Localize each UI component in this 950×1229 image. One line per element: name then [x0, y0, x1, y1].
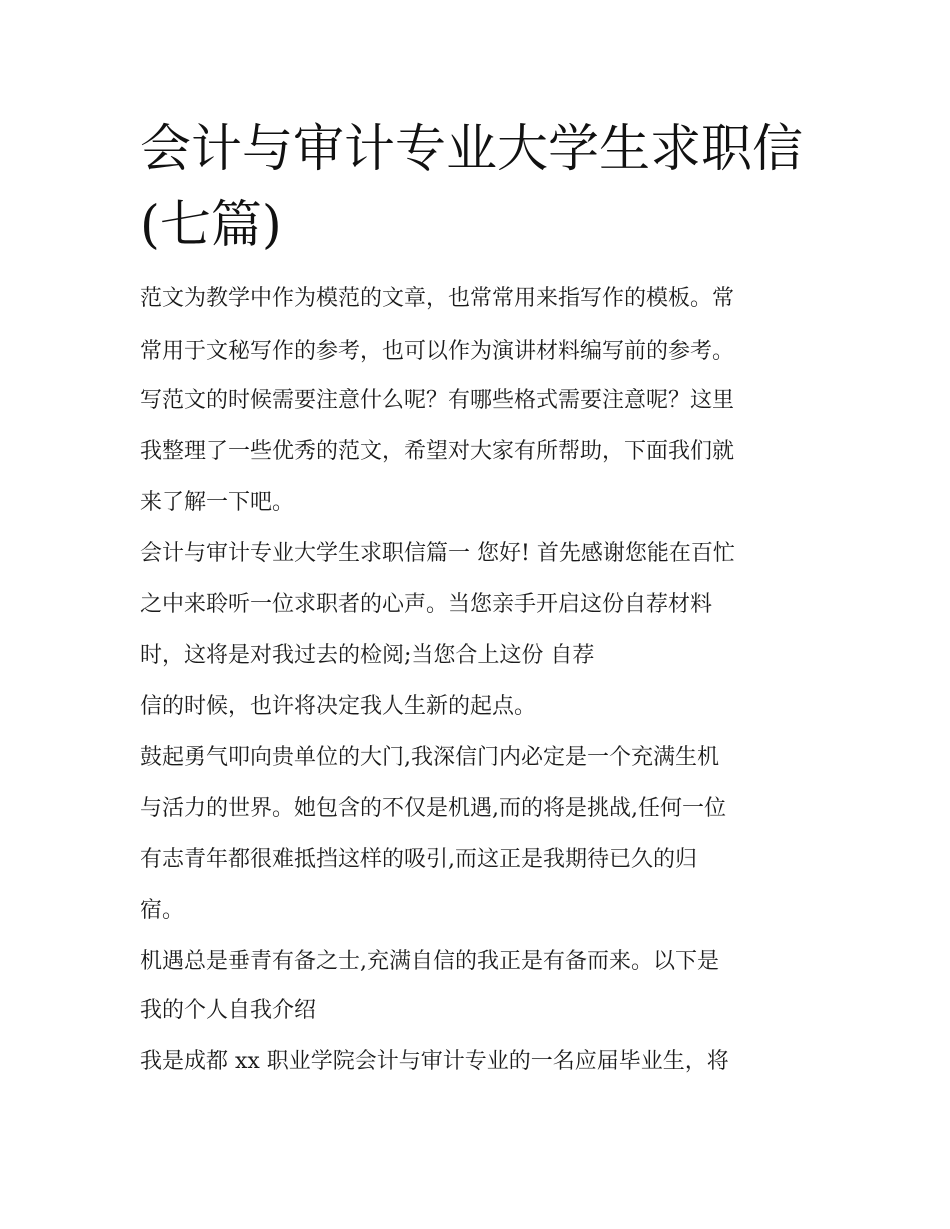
body-line: 我是成都 xx 职业学院会计与审计专业的一名应届毕业生，将 [140, 1049, 729, 1074]
body-line: 来了解一下吧。 [140, 490, 295, 515]
body-line: 宿。 [140, 898, 185, 923]
body-line: 鼓起勇气叩向贵单位的大门,我深信门内必定是一个充满生机 [140, 745, 719, 770]
body-line: 我的个人自我介绍 [140, 998, 317, 1023]
body-line: 会计与审计专业大学生求职信篇一 您好! 首先感谢您能在百忙 [140, 541, 735, 566]
document-title [140, 112, 820, 264]
body-line: 范文为教学中作为模范的文章，也常常用来指写作的模板。常 [140, 286, 735, 311]
title-line: (七篇) [140, 196, 282, 255]
title-line: 会计与审计专业大学生求职信 [140, 120, 804, 179]
body-line: 我整理了一些优秀的范文，希望对大家有所帮助，下面我们就 [140, 439, 735, 464]
body-line: 有志青年都很难抵挡这样的吸引,而这正是我期待已久的归 [140, 847, 697, 872]
body-line: 常用于文秘写作的参考，也可以作为演讲材料编写前的参考。 [140, 339, 735, 364]
body-line: 信的时候，也许将决定我人生新的起点。 [140, 694, 537, 719]
body-line: 时，这将是对我过去的检阅;当您合上这份 自荐 [140, 643, 595, 668]
body-line: 机遇总是垂青有备之士,充满自信的我正是有备而来。以下是 [140, 949, 719, 974]
body-line: 之中来聆听一位求职者的心声。当您亲手开启这份自荐材料 [140, 592, 713, 617]
body-line: 与活力的世界。她包含的不仅是机遇,而的将是挑战,任何一位 [140, 796, 726, 821]
body-line: 写范文的时候需要注意什么呢？有哪些格式需要注意呢？这里 [140, 388, 735, 413]
